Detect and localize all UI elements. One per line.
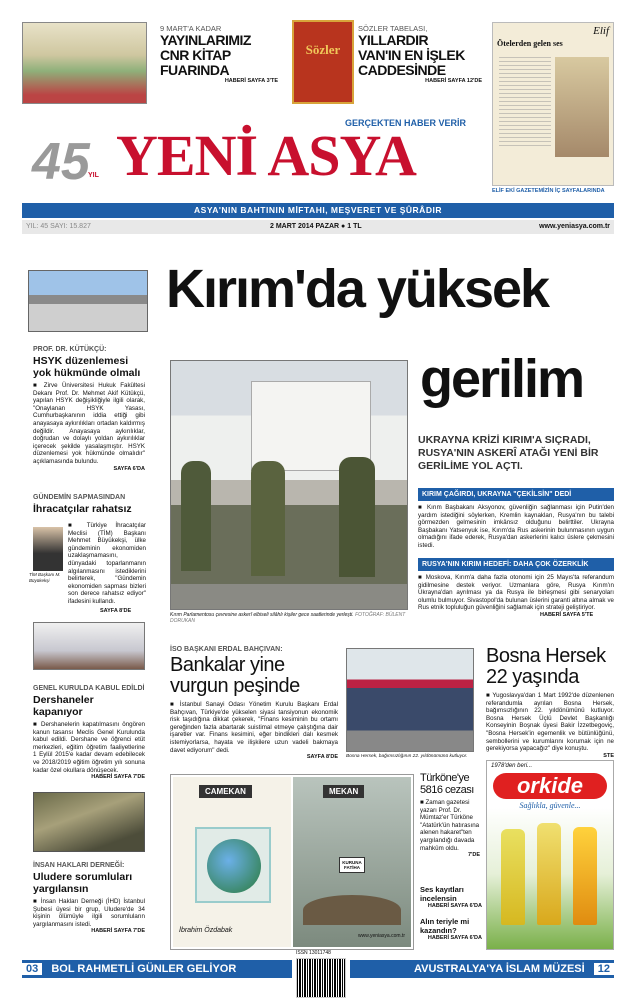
promo-title-line: YAYINLARIMIZ xyxy=(160,32,251,48)
cartoon-label-right: MEKAN xyxy=(323,785,364,798)
page-number: 12 xyxy=(594,963,614,975)
ad-tagline: 1978'den beri... xyxy=(491,763,533,769)
story-text: ■ Dershanelerin kapatılmasını öngören kanun tasarısı Meclis Genel Kurulunda kabul edildi. Dershane ve öğrenci etüt merkezleri, eğitim öğretim faaliyetlerine 1 Eylül 2015'e kadar devam edebilecek ve 2018/2019 eğitim öğretim yılı sonuna kadar özel okullara dönüşecek. xyxy=(33,721,145,774)
magazine-headline: Ötelerden gelen ses xyxy=(497,39,563,48)
story-text: ■ Türkiye İhracatçılar Meclisi (TİM) Başkanı Mehmet Büyükekşi, ülke gündeminin ekonomiden uzaklaşmamasını, dünyadaki toparlanmanın algılanmasını istediklerini belirterek, "Gündemin ekonomiden sapması bizleri son derece rahatsız ediyor" ifadesini kullandı. xyxy=(68,522,146,605)
main-headline-line2[interactable]: gerilim xyxy=(420,349,584,409)
orkide-advertisement[interactable] xyxy=(486,760,614,950)
teaser-text: BOL RAHMETLİ GÜNLER GELİYOR xyxy=(51,963,237,975)
oil-bottle xyxy=(537,823,561,925)
box1-text: ■ Kırım Başbakanı Aksyonov, güvenliğin sağlanması için Putin'den yardım istediğini söylerken, Kremlin kaynakları, Rusya'nın bu talebi görmezden gelmesinin imkânsız olduğunu belirttiler. Ukrayna Başbakanı Yatsenyuk ise, Kırım'da Rus askerinin bulunmasının uygun olmadığını ifade ederek, Rusya'dan askerlerini kalıcı üslere çekmesini istedi. xyxy=(418,504,614,549)
story-title: Bankalar yine vurgun peşinde xyxy=(170,654,300,697)
dershane-classroom-photo xyxy=(33,622,145,670)
promo-title-line: CADDESİNDE xyxy=(358,62,446,78)
story-title: Türköne'ye 5816 cezası xyxy=(420,772,474,796)
barcode xyxy=(296,958,346,998)
story-text: ■ İstanbul Sanayi Odası Yönetim Kurulu Başkanı Erdal Bahçıvan, Türkiye'de yükselen siyasi tansiyonun ekonomik risk taşıdığına dikkat çekerek, "Finans kesiminin bu ortamı gereğinden fazla abartarak suistimal etmeye çalıştığına dair işaretler var. Finans kesimini, eğer bindikleri dalı kesmek istemiyorlarsa, hayata ve ilişkilere uzun vadeli bakmaya davet ediyorum" dedi. xyxy=(170,701,338,754)
soldier-figure xyxy=(181,461,211,571)
cartoon-panel-right xyxy=(293,777,411,947)
crimea-soldiers-photo xyxy=(170,360,408,610)
story-ref: SAYFA 6'DA xyxy=(113,465,145,472)
story-kicker: İSO BAŞKANI ERDAL BAHÇIVAN: xyxy=(170,646,283,653)
story-bosna[interactable] xyxy=(486,646,614,759)
promo-kicker: SÖZLER TABELASI, xyxy=(358,24,428,33)
story-ref: HABERİ SAYFA 6'DA xyxy=(427,903,482,909)
box1-title: KIRIM ÇAĞIRDI, UKRAYNA "ÇEKİLSİN" DEDİ xyxy=(418,488,614,501)
anniversary-number: 45 xyxy=(32,133,90,191)
story-title: Ses kayıtları incelensin xyxy=(420,885,464,903)
ad-brand: orkide xyxy=(493,773,607,799)
globe-icon xyxy=(207,839,261,893)
story-kicker: PROF. DR. KÜTÜKÇÜ: xyxy=(33,346,107,353)
dateline xyxy=(22,220,614,234)
issn-number: ISSN 13011748 xyxy=(296,950,331,956)
magazine-name: Elif xyxy=(593,25,609,37)
motto-bar: ASYA'NIN BAHTININ MİFTAHI, MEŞVERET VE ŞÛRÂDIR xyxy=(22,203,614,218)
bosnia-photo-caption: Bosna Hersek, bağımsızlığının 22. yıldönümünü kutluyor. xyxy=(346,754,468,759)
story-title: İhracatçılar rahatsız xyxy=(33,503,132,515)
promo-kicker: 9 MART'A KADAR xyxy=(160,24,222,33)
teaser-text: AVUSTRALYA'YA İSLAM MÜZESİ xyxy=(413,963,585,975)
story-turkone[interactable] xyxy=(420,772,480,858)
promo-ref: HABERİ SAYFA 12'DE xyxy=(425,78,482,84)
promo-title-line: FUARINDA xyxy=(160,62,230,78)
website-link[interactable]: www.yeniasya.com.tr xyxy=(539,223,610,230)
main-headline-line1[interactable]: Kırım'da yüksek xyxy=(166,259,549,319)
story-text: ■ Zaman gazetesi yazarı Prof. Dr. Mümtaz'er Türköne "Atatürk'ün hatırasına alenen hakaret"ten yargılandığı davada mahkûm oldu. xyxy=(420,799,480,852)
anniversary-logo xyxy=(32,132,112,192)
story-kicker: GENEL KURULDA KABUL EDİLDİ xyxy=(33,685,145,692)
protest-photo xyxy=(33,792,145,852)
promo-title-line: VAN'IN EN İŞLEK xyxy=(358,47,465,63)
story-kicker: İNSAN HAKLARI DERNEĞİ: xyxy=(33,862,125,869)
story-kicker: GÜNDEMİN SAPMASINDAN xyxy=(33,494,126,501)
story-exporters[interactable] xyxy=(33,494,145,518)
grave-sign: KURUNA FATİHA xyxy=(339,857,365,873)
elif-magazine-cover[interactable] xyxy=(492,22,614,186)
story-hsyk[interactable] xyxy=(33,346,145,472)
story-title: Uludere sorumluları yargılansın xyxy=(33,871,133,895)
footer-right-teaser[interactable] xyxy=(350,960,614,978)
story-ref: 7'DE xyxy=(467,852,480,859)
story-ref: HABERİ SAYFA 6'DA xyxy=(427,935,482,941)
oil-bottle xyxy=(501,829,525,925)
magazine-caption: ELİF EKİ GAZETEMİZİN İÇ SAYFALARINDA xyxy=(492,188,605,194)
caption-text: Kırım Parlamentosu çevresine askerî elbiseli silâhlı kişiler gece saatlerinde yerleşti. xyxy=(170,612,354,618)
grave-mound xyxy=(303,895,401,925)
cartoon-site: www.yeniasya.com.tr xyxy=(358,933,405,939)
promo-title-line: CNR KİTAP xyxy=(160,47,231,63)
oil-bottle xyxy=(573,827,597,925)
promo-title-line: YILLARDIR xyxy=(358,32,429,48)
text-columns xyxy=(499,57,551,147)
promo-ref: HABERİ SAYFA 3'TE xyxy=(224,78,278,84)
portrait-caption: TİM Başkanı M. Büyükekşi xyxy=(29,572,61,583)
story-iso[interactable] xyxy=(170,646,338,760)
cartoonist-signature: İbrahim Özdabak xyxy=(179,927,233,934)
story-title: HSYK düzenlemesi yok hükmünde olmalı xyxy=(33,355,141,379)
book-cover xyxy=(292,20,354,104)
story-alin-teri[interactable] xyxy=(420,918,482,941)
box2-ref: HABERİ SAYFA 5'TE xyxy=(540,612,594,618)
book-title: Sözler xyxy=(305,42,341,57)
story-text: ■ Zirve Üniversitesi Hukuk Fakültesi Dekanı Prof. Dr. Mehmet Akif Kütükçü, yapılan HSYK değişikliğiyle ilgili olarak, "Onaylanan HSYK Yasası, Cumhurbaşkanının iddia ettiği gibi anayasaya aykırılıkları ortadan kaldırmış değildir. Anayasaya aykırılıklar, doğrudan ve dolaylı yoldan aykırılıklar içerecek şekilde yasalaşmıştır. HSYK düzenlemesi yok hükmünde olmalıdır" açıklamasında bulundu. xyxy=(33,382,145,465)
issue-date: 2 MART 2014 PAZAR ● 1 TL xyxy=(270,223,362,230)
hsyk-building-photo xyxy=(28,270,148,332)
story-ref: SAYFA 8'DE xyxy=(100,608,132,614)
story-ses-kayitlari[interactable] xyxy=(420,886,482,909)
fair-stand-photo xyxy=(22,22,147,104)
photo-credit: FOTOĞRAF: BÜLENT DORUKAN xyxy=(170,612,406,624)
soldier-figure xyxy=(339,457,375,577)
newspaper-name[interactable]: YENİ ASYA xyxy=(116,123,416,188)
story-title: Dershaneler kapanıyor xyxy=(33,694,94,718)
promo-fair[interactable] xyxy=(160,24,278,84)
photo-caption xyxy=(170,612,410,624)
issue-number: YIL: 45 SAYI: 15.827 xyxy=(26,223,91,230)
cartoon-panel-left xyxy=(173,777,291,947)
slogan: GERÇEKTEN HABER VERİR xyxy=(345,118,467,128)
story-title: Bosna Hersek 22 yaşında xyxy=(486,645,606,688)
story-title: Alın teriyle mi kazandın? xyxy=(420,917,470,935)
story-text: ■ Yugoslavya'dan 1 Mart 1992'de düzenlenen referandumla ayrılan Bosna Hersek, bağımsızlığının 22. yıldönümünü kutluyor. Bosna Hersek Üçlü Devlet Başkanlığı Konseyinin Boşnak üyesi Bakir İzzetbegoviç, "Bosna Hersek'in egemenlik ve bütünlüğünü, sembollerini ve kurumlarını korumak için ne gerekiyorsa yapacağız" diye konuştu. xyxy=(486,692,614,753)
story-uludere[interactable] xyxy=(33,862,145,934)
story-text: ■ İnsan Hakları Derneği (İHD) İstanbul Şubesi üyesi bir grup, Uludere'de 34 kişinin ölümüyle ilgili sorumluların yargılanmasını istedi. xyxy=(33,898,145,928)
soldier-figure xyxy=(251,461,285,576)
ad-slogan: Sağlıkla, güvenle... xyxy=(519,801,581,810)
page-number: 03 xyxy=(22,963,42,975)
promo-sozler[interactable] xyxy=(358,24,482,84)
box2-title: RUSYA'NIN KIRIM HEDEFİ: DAHA ÇOK ÖZERKLİK xyxy=(418,558,614,571)
story-ref: HABERİ SAYFA 7'DE xyxy=(91,928,145,935)
main-subheadline: UKRAYNA KRİZİ KIRIM'A SIÇRADI, RUSYA'NIN ASKERÎ ATAĞI YENİ BİR GERİLİME YOL AÇTI. xyxy=(418,434,599,472)
story-ref: STE xyxy=(603,752,614,759)
box2-text: ■ Moskova, Kırım'a daha fazla otonomi için 25 Mayıs'ta referandum gidilmesine destek veriyor. Uzmanlara göre, Rusya Kırım'ın Ukrayna'dan ayrılması ya da Rusya ile birleşmesi gibi senaryoları olumlu bulmuyor. Sivastopol'da bulunan üslerini garanti altına almak ve Rus etnik topluluğun güvenliğini sağlamak için strateji geliştiriyor. xyxy=(418,574,614,612)
magazine-photo xyxy=(555,57,609,157)
footer-left-teaser[interactable] xyxy=(22,960,292,978)
cartoon xyxy=(170,774,414,950)
story-ref: HABERİ SAYFA 7'DE xyxy=(91,774,145,781)
cartoon-label-left: CAMEKAN xyxy=(199,785,252,798)
story-dershane[interactable] xyxy=(33,685,145,780)
bosnia-celebration-photo xyxy=(346,648,474,752)
story-ref: SAYFA 8'DE xyxy=(306,754,338,761)
anniversary-year-label: YIL xyxy=(88,172,99,179)
portrait-photo xyxy=(33,527,63,571)
